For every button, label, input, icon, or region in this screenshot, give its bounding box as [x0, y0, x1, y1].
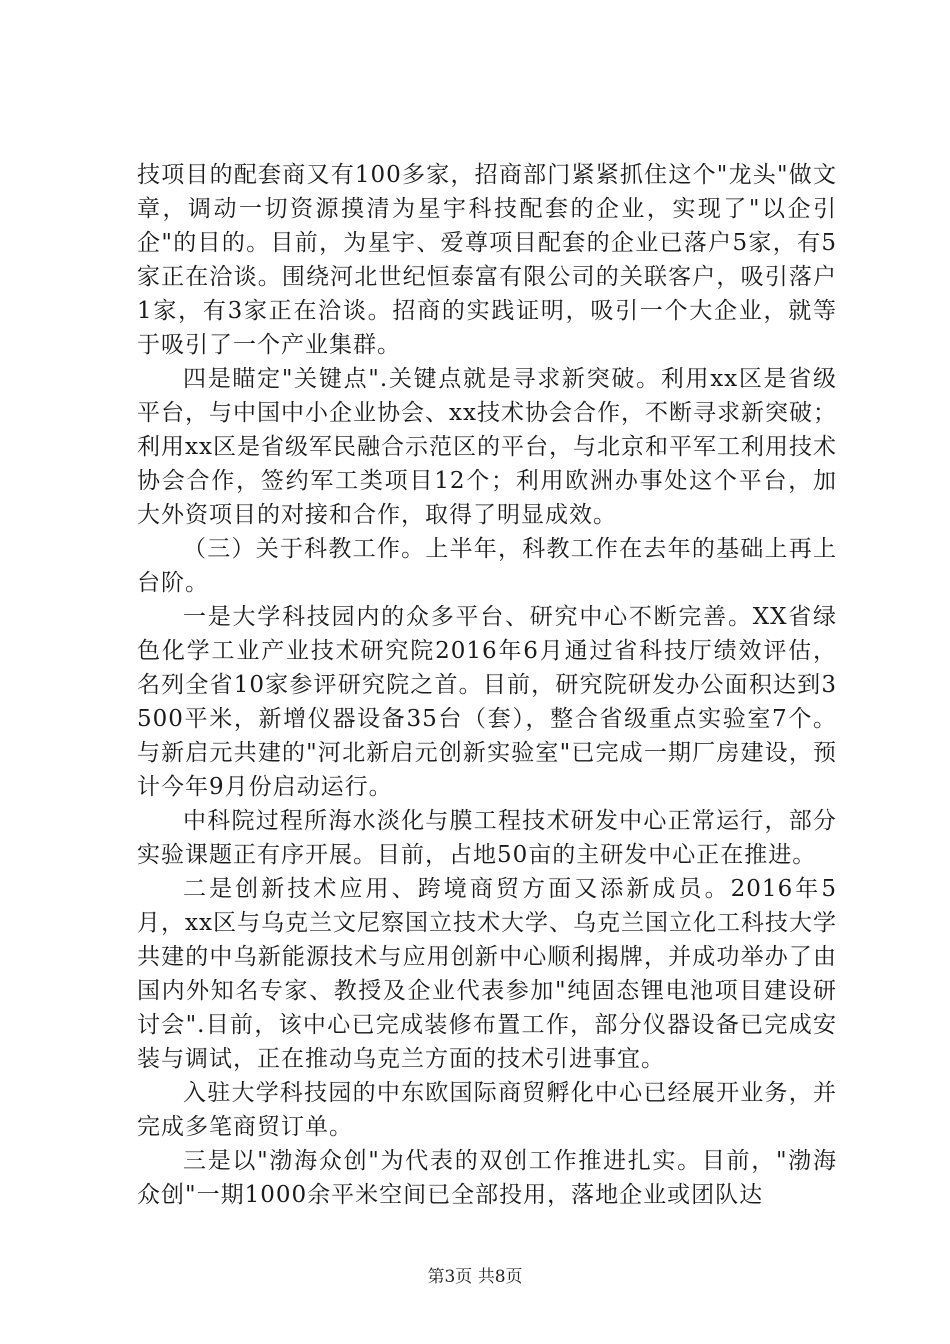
paragraph-6: 二是创新技术应用、跨境商贸方面又添新成员。2016年5月，xx区与乌克兰文尼察国立技术大学、乌克兰国立化工科技大学共建的中乌新能源技术与应用创新中心顺利揭牌，并成功举办了由国内外知名专家、教授及企业代表参加"纯固态锂电池项目建设研讨会".目前，该中心已完成装修布置工作，部分仪器设备已完成安装与调试，正在推动乌克兰方面的技术引进事宜。	[137, 876, 837, 1072]
paragraph-3: （三）关于科教工作。上半年，科教工作在去年的基础上再上台阶。	[137, 536, 837, 596]
document-body	[137, 158, 837, 1212]
paragraph-8: 三是以"渤海众创"为代表的双创工作推进扎实。目前，"渤海众创"一期1000余平米空间已全部投用，落地企业或团队达	[137, 1148, 837, 1208]
paragraph-7: 入驻大学科技园的中东欧国际商贸孵化中心已经展开业务，并完成多笔商贸订单。	[137, 1080, 837, 1140]
page-indicator: 第3页 共8页	[427, 1267, 523, 1287]
paragraph-1: 技项目的配套商又有100多家，招商部门紧紧抓住这个"龙头"做文章，调动一切资源摸清为星宇科技配套的企业，实现了"以企引企"的目的。目前，为星宇、爱尊项目配套的企业已落户5家，有5家正在洽谈。围绕河北世纪恒泰富有限公司的关联客户，吸引落户1家，有3家正在洽谈。招商的实践证明，吸引一个大企业，就等于吸引了一个产业集群。	[137, 162, 837, 358]
paragraph-2: 四是瞄定"关键点".关键点就是寻求新突破。利用xx区是省级平台，与中国中小企业协会、xx技术协会合作，不断寻求新突破；利用xx区是省级军民融合示范区的平台，与北京和平军工利用技术协会合作，签约军工类项目12个；利用欧洲办事处这个平台，加大外资项目的对接和合作，取得了明显成效。	[137, 366, 837, 528]
paragraph-5: 中科院过程所海水淡化与膜工程技术研发中心正常运行，部分实验课题正有序开展。目前，占地50亩的主研发中心正在推进。	[137, 808, 837, 868]
paragraph-4: 一是大学科技园内的众多平台、研究中心不断完善。XX省绿色化学工业产业技术研究院2016年6月通过省科技厅绩效评估，名列全省10家参评研究院之首。目前，研究院研发办公面积达到3500平米，新增仪器设备35台（套），整合省级重点实验室7个。与新启元共建的"河北新启元创新实验室"已完成一期厂房建设，预计今年9月份启动运行。	[137, 604, 837, 800]
